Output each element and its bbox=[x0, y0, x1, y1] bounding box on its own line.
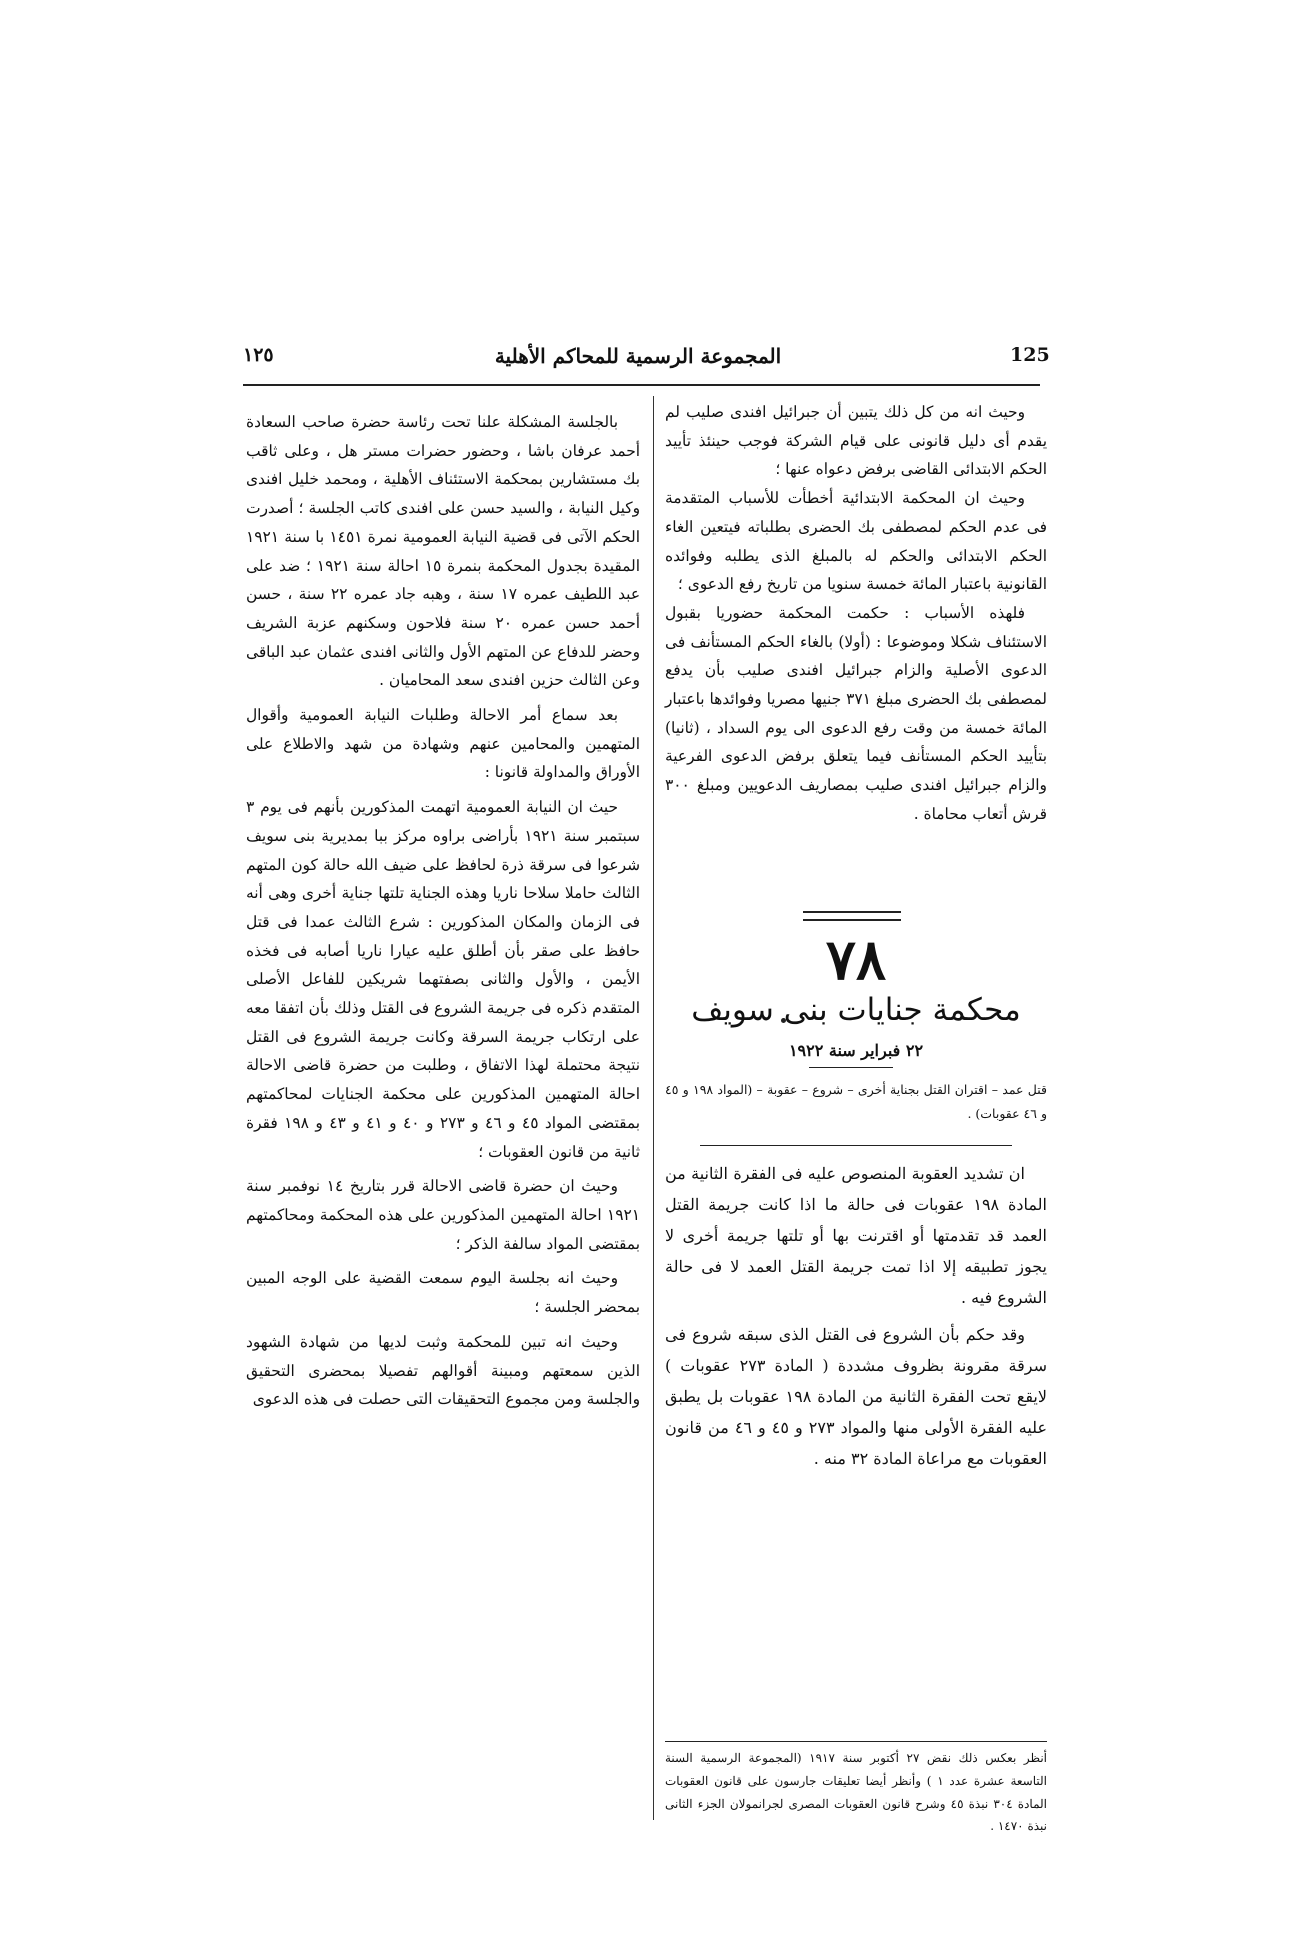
date-rule bbox=[809, 1067, 893, 1068]
paragraph: بالجلسة المشكلة علنا تحت رئاسة حضرة صاحب السعادة أحمد عرفان باشا ، وحضور حضرات مستر هل ، وعلى ثاقب بك مستشارين بمحكمة الاستئناف الأهلية ، ومحمد خليل افندى وكيل النيابة ، والسيد حسن على افندى كاتب الجلسة ؛ أصدرت الحكم الآتى فى قضية النيابة العمومية نمرة ١٤٥١ با سنة ١٩٢١ المقيدة بجدول المحكمة بنمرة ١٥ احالة سنة ١٩٢١ ؛ ضد على عبد اللطيف عمره ١٧ سنة ، وهبه جاد عمره ٢٢ سنة ، حسن أحمد حسن عمره ٢٠ سنة فلاحون وسكنهم عزبة الشريف وحضر للدفاع عن المتهم الأول والثانى افندى عثمان عبد الباقى وعن الثالث حزين افندى سعد المحاميان . bbox=[246, 413, 641, 690]
case-number: ٧٨ bbox=[825, 927, 887, 993]
paragraph: وحيث انه من كل ذلك يتبين أن جبرائيل افندى صليب لم يقدم أى دليل قانونى على قيام الشركة فوجب حينئذ تأييد الحكم الابتدائى القاضى برفض دعواه عنها ؛ bbox=[665, 403, 1047, 479]
paragraph: وحيث انه تبين للمحكمة وثبت لديها من شهادة الشهود الذين سمعتهم ومبينة أقوالهم تفصيلا بمحضرى التحقيق والجلسة ومن مجموع التحقيقات التى حصلت فى هذه الدعوى bbox=[246, 1332, 640, 1409]
headnote-rule bbox=[700, 1145, 1012, 1146]
principle-paragraph: وقد حكم بأن الشروع فى القتل الذى سبقه شروع فى سرقة مقرونة بظروف مشددة ( المادة ٢٧٣ عقوبات ) لايقع تحت الفقرة الثانية من المادة ١٩٨ عقوبات بل يطبق عليه الفقرة الأولى منها والمواد ٢٧٣ و ٤٥ و ٤٦ من قانون العقوبات مع مراعاة المادة ٣٢ منه . bbox=[665, 1325, 1048, 1468]
judgment-date: ٢٢ فبراير سنة ١٩٢٢ bbox=[788, 1041, 924, 1060]
paragraph: وحيث انه بجلسة اليوم سمعت القضية على الوجه المبين بمحضر الجلسة ؛ bbox=[246, 1269, 640, 1317]
paragraph: وحيث ان حضرة قاضى الاحالة قرر بتاريخ ١٤ نوفمبر سنة ١٩٢١ احالة المتهمين المذكورين على هذه المحكمة ومحاكمتهم بمقتضى المواد سالفة الذكر ؛ bbox=[246, 1177, 640, 1253]
footnote: أنظر بعكس ذلك نقض ٢٧ أكتوبر سنة ١٩١٧ (المجموعة الرسمية السنة التاسعة عشرة عدد ١ ) وأنظر أيضا تعليقات جارسون على قانون العقوبات المادة ٣٠٤ نبذة ٤٥ وشرح قانون العقوبات المصرى لجرانمولان الجزء الثانى نبذة ١٤٧٠ . bbox=[665, 1751, 1047, 1834]
paragraph: فلهذه الأسباب : حكمت المحكمة حضوريا بقبول الاستئناف شكلا وموضوعا : (أولا) بالغاء الحكم المستأنف فى الدعوى الأصلية والزام جبرائيل افندى صليب بأن يدفع لمصطفى بك الحضرى مبلغ ٣٧١ جنيها مصريا وفوائدها باعتبار المائة خمسة من وقت رفع الدعوى الى يوم السداد ، (ثانيا) بتأييد الحكم المستأنف فيما يتعلق برفض الدعوى الفرعية والزام جبرائيل افندى صليب بمصاريف الدعويين ومبلغ ٣٠٠ قرش أتعاب محاماة . bbox=[665, 603, 1047, 823]
legal-principles bbox=[665, 1158, 1047, 1480]
page-number-arabic: ١٢٥ bbox=[243, 344, 274, 366]
section-double-rule bbox=[803, 911, 901, 921]
paragraph: وحيث ان المحكمة الابتدائية أخطأت للأسباب المتقدمة فى عدم الحكم لمصطفى بك الحضرى بطلباته فيتعين الغاء الحكم الابتدائى والحكم له بالمبلغ الذى يطلبه وفوائده القانونية باعتبار المائة خمسة سنويا من تاريخ رفع الدعوى ؛ bbox=[665, 489, 1047, 594]
headnote: قتل عمد – اقتران القتل بجناية أخرى – شروع – عقوبة – (المواد ١٩٨ و ٤٥ و ٤٦ عقوبات) . bbox=[665, 1082, 1047, 1121]
page-number-latin: 125 bbox=[1010, 344, 1050, 366]
page-header bbox=[243, 344, 1050, 384]
paragraph: حيث ان النيابة العمومية اتهمت المذكورين بأنهم فى يوم ٣ سبتمبر سنة ١٩٢١ بأراضى براوه مركز ببا بمديرية بنى سويف شرعوا فى سرقة ذرة لحافظ على ضيف الله حالة كون المتهم الثالث حاملا سلاحا ناريا وهذه الجناية تلتها جناية أخرى وهى أنه فى الزمان والمكان المذكورين : شرع الثالث عمدا فى قتل حافظ على صقر بأن أطلق عليه عيارا ناريا أصابه فى فخذه الأيمن ، والأول والثانى بصفتهما شريكين للفاعل الأصلى المتقدم ذكره فى جريمة الشروع فى القتل وذلك بأن اتفقا معه على ارتكاب جريمة السرقة وكانت جريمة الشروع فى القتل نتيجة محتملة لهذا الاتفاق ، وطلبت من حضرة قاضى الاحالة احالة المتهمين المذكورين على محكمة الجنايات لمحاكمتهم بمقتضى المواد ٤٥ و ٤٦ و ٢٧٣ و ٤٠ و ٤١ و ٤٣ و ١٩٨ فقرة ثانية من قانون العقوبات ؛ bbox=[246, 798, 641, 1161]
principle-paragraph: ان تشديد العقوبة المنصوص عليه فى الفقرة الثانية من المادة ١٩٨ عقوبات فى حالة ما اذا كانت جريمة القتل العمد قد تقدمتها أو اقترنت بها أو تلتها جريمة أخرى لا يجوز تطبيقه إلا اذا تمت جريمة القتل العمد لا فى حالة الشروع فيه . bbox=[665, 1164, 1047, 1307]
column-divider bbox=[653, 396, 654, 1820]
running-title: المجموعة الرسمية للمحاكم الأهلية bbox=[494, 344, 782, 368]
left-column bbox=[246, 408, 640, 1420]
court-name: محكمة جنايات بنى سويف bbox=[691, 992, 1021, 1028]
header-rule bbox=[243, 384, 1040, 386]
right-column bbox=[665, 398, 1047, 829]
footnote-rule bbox=[665, 1741, 1047, 1742]
paragraph: بعد سماع أمر الاحالة وطلبات النيابة العمومية وأقوال المتهمين والمحامين عنهم وشهادة من شهد والاطلاع على الأوراق والمداولة قانونا : bbox=[246, 706, 640, 782]
